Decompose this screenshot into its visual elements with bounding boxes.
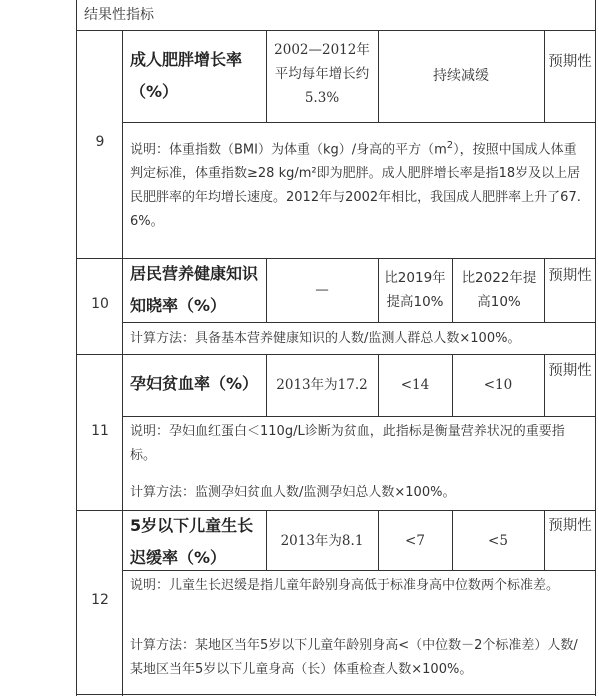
table-divider: [544, 510, 545, 570]
indicator-type: 预期性: [548, 54, 592, 70]
indicator-name: 5岁以下儿童生长迟缓率（%）: [130, 516, 254, 567]
target-value: <5: [488, 533, 508, 549]
indicator-note: 说明：孕妇血红蛋白＜110g/L诊断为贫血，此指标是衡量营养状况的重要指标。: [130, 424, 565, 463]
table-divider: [544, 354, 545, 416]
baseline-value: 2013年为17.2: [276, 377, 368, 393]
table-rule: [76, 694, 596, 695]
indicator-type: 预期性: [548, 268, 592, 284]
target-value: <7: [405, 533, 425, 549]
table-divider: [266, 30, 267, 122]
indicator-number: 10: [91, 296, 109, 312]
table-rule: [122, 322, 596, 323]
indicator-note: 说明：儿童生长迟缓是指儿童年龄别身高低于标准身高中位数两个标准差。: [130, 578, 560, 593]
indicator-name: 孕妇贫血率（%）: [130, 374, 259, 393]
target-value: <10: [483, 377, 513, 393]
indicator-method: 计算方法：监测孕妇贫血人数/监测孕妇总人数×100%。: [130, 485, 456, 500]
indicator-method: 计算方法：具备基本营养健康知识的人数/监测人群总人数×100%。: [130, 331, 521, 346]
table-rule: [122, 122, 596, 123]
table-divider: [544, 258, 545, 322]
indicator-method: 计算方法：某地区当年5岁以下儿童年龄别身高<（中位数－2个标准差）人数/某地区当年5岁以下儿童身高（长）体重检查人数×100%。: [130, 638, 578, 677]
indicator-name: 居民营养健康知识知晓率（%）: [130, 264, 259, 315]
target-value: 比2022年提高10%: [461, 270, 537, 310]
indicator-number: 12: [91, 592, 109, 608]
table-rule: [76, 30, 596, 31]
indicator-number: 11: [91, 423, 109, 439]
table-divider: [452, 258, 453, 322]
indicator-note: 说明：体重指数（BMI）为体重（kg）/身高的平方$(m^2)$，按照中国成人体重判定标准，体重指数≥28 kg/m²即为肥胖。成人肥胖增长率是指18岁及以上居民肥胖率的年均增长速度。2012年与2002年相比，我国成人肥胖率上升了67.6%。: [130, 140, 581, 230]
section-header: 结果性指标: [84, 7, 154, 23]
table-divider: [378, 258, 379, 322]
table-border-right: [595, 0, 596, 696]
table-divider: [544, 30, 545, 122]
target-value: <14: [400, 377, 430, 393]
baseline-value: —: [315, 282, 329, 298]
indicator-type: 预期性: [548, 363, 592, 379]
indicator-type: 预期性: [548, 518, 592, 534]
table-rule: [76, 354, 596, 355]
baseline-value: 2002—2012年平均每年增长约5.3%: [274, 42, 370, 106]
table-rule: [122, 416, 596, 417]
indicator-name: 成人肥胖增长率（%）: [130, 50, 243, 101]
indicator-number: 9: [95, 134, 105, 150]
target-value: 比2019年提高10%: [384, 270, 446, 310]
target-value: 持续减缓: [433, 68, 489, 84]
baseline-value: 2013年为8.1: [280, 533, 364, 549]
